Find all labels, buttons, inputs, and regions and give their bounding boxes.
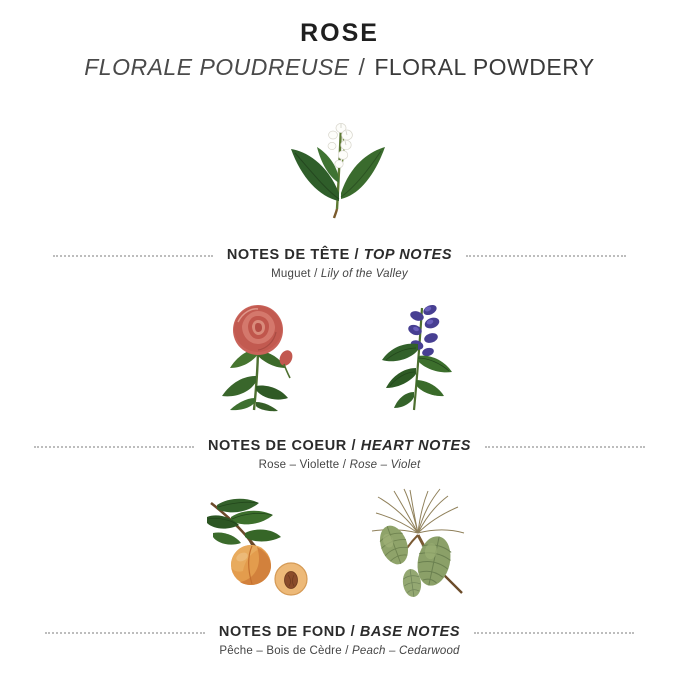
top-notes-illustrations [0,81,679,225]
top-notes-title-separator: / [354,247,360,264]
heart-notes-illustrations [0,280,679,418]
page-subtitle-fr: FLORALE POUDREUSE [84,53,350,80]
page-subtitle [0,54,679,82]
top-notes-label-row [0,247,679,263]
heart-notes-title-en: HEART NOTES [360,438,472,455]
base-notes-ingredients-en: Peach – Cedarwood [352,645,460,658]
base-notes-title-fr: NOTES DE FOND [218,624,346,641]
heart-notes-title-separator: / [351,438,357,455]
heart-notes-ingredients-en: Rose – Violet [349,459,421,472]
base-notes-illustrations [0,471,679,612]
top-notes-block [0,243,679,280]
top-notes-title-fr: NOTES DE TÊTE [226,247,350,264]
heart-notes-ingredients-fr: Rose – Violette [258,459,340,472]
base-notes-title [219,624,460,640]
page-subtitle-en: FLORAL POWDERY [374,53,595,80]
peach-illustration [195,487,320,612]
base-notes-ingredients-fr: Pêche – Bois de Cèdre [219,645,342,658]
base-notes-title-separator: / [350,624,356,641]
page-header [0,20,679,81]
page-subtitle-separator: / [358,53,366,80]
page-title: ROSE [300,19,379,47]
heart-notes-title [208,438,471,454]
dotted-rule-left [34,446,194,449]
heart-notes-ingredients-separator: / [342,459,347,472]
rose-illustration [200,298,320,418]
top-notes-title [227,247,452,263]
base-notes-block [0,620,679,657]
base-notes-title-en: BASE NOTES [359,624,461,641]
top-notes-title-en: TOP NOTES [363,247,453,264]
dotted-rule-left [53,255,213,258]
lily-of-the-valley-illustration [275,105,405,225]
base-notes-label-row [0,624,679,640]
dotted-rule-right [474,632,634,635]
base-notes-ingredients [0,645,679,657]
dotted-rule-right [466,255,626,258]
cedarwood-cone-illustration [360,487,485,612]
dotted-rule-right [485,446,645,449]
top-notes-ingredients-separator: / [314,268,318,281]
heart-notes-title-fr: NOTES DE COEUR [207,438,347,455]
heart-notes-label-row [0,438,679,454]
base-notes-ingredients-separator: / [345,645,349,658]
heart-notes-block [0,434,679,471]
top-notes-ingredients-fr: Muguet [271,268,311,281]
top-notes-ingredients [0,268,679,280]
heart-notes-ingredients [0,459,679,471]
dotted-rule-left [45,632,205,635]
top-notes-ingredients-en: Lily of the Valley [320,268,408,281]
violet-illustration [360,298,480,418]
